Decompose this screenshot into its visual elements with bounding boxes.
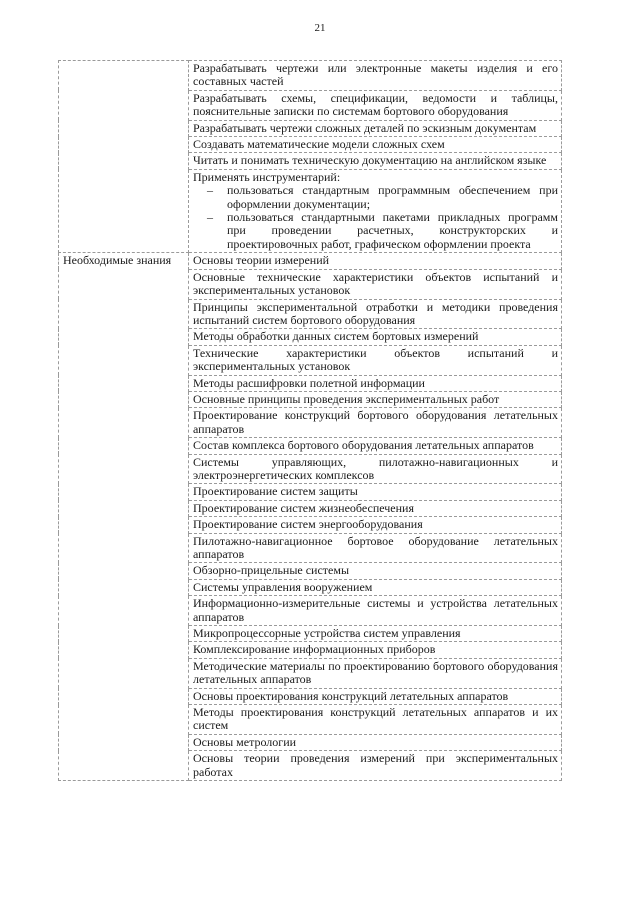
skill-row bbox=[59, 137, 562, 153]
row-label-cell bbox=[59, 734, 189, 750]
row-content-cell: Основы теории проведения измерений при экспериментальных работах bbox=[189, 751, 562, 781]
tools-row bbox=[59, 169, 562, 252]
row-content-cell: Методы проектирования конструкций летательных аппаратов и их систем bbox=[189, 705, 562, 735]
knowledge-row bbox=[59, 484, 562, 500]
row-content-cell: Комплексирование информационных приборов bbox=[189, 642, 562, 658]
row-content-cell: Основные принципы проведения экспериментальных работ bbox=[189, 391, 562, 407]
row-label-cell bbox=[59, 563, 189, 579]
skill-row bbox=[59, 120, 562, 136]
row-content-cell: Разрабатывать чертежи или электронные макеты изделия и его составных частей bbox=[189, 61, 562, 91]
row-content-cell bbox=[189, 169, 562, 252]
skill-row bbox=[59, 90, 562, 120]
row-label-cell bbox=[59, 688, 189, 704]
row-label-cell bbox=[59, 391, 189, 407]
knowledge-row bbox=[59, 751, 562, 781]
skill-row bbox=[59, 153, 562, 169]
row-content-cell: Методы обработки данных систем бортовых измерений bbox=[189, 329, 562, 345]
row-content-cell: Основы теории измерений bbox=[189, 253, 562, 269]
row-content-cell: Технические характеристики объектов испытаний и экспериментальных установок bbox=[189, 345, 562, 375]
row-label-cell bbox=[59, 533, 189, 563]
skill-row bbox=[59, 61, 562, 91]
row-content-cell: Основы метрологии bbox=[189, 734, 562, 750]
knowledge-row bbox=[59, 533, 562, 563]
row-label-cell bbox=[59, 579, 189, 595]
row-content-cell: Создавать математические модели сложных схем bbox=[189, 137, 562, 153]
row-content-cell: Микропроцессорные устройства систем управления bbox=[189, 626, 562, 642]
knowledge-row bbox=[59, 517, 562, 533]
knowledge-row bbox=[59, 596, 562, 626]
row-label-cell bbox=[59, 153, 189, 169]
row-label-cell bbox=[59, 454, 189, 484]
row-content-cell: Проектирование систем жизнеобеспечения bbox=[189, 500, 562, 516]
row-content-cell: Принципы экспериментальной отработки и методики проведения испытаний систем бортового оборудования bbox=[189, 299, 562, 329]
row-content-cell: Разрабатывать схемы, спецификации, ведомости и таблицы, пояснительные записки по системам бортового оборудования bbox=[189, 90, 562, 120]
row-label-cell bbox=[59, 751, 189, 781]
knowledge-row bbox=[59, 642, 562, 658]
requirements-table bbox=[58, 60, 562, 781]
row-label-cell bbox=[59, 299, 189, 329]
row-label-cell bbox=[59, 596, 189, 626]
knowledge-row bbox=[59, 391, 562, 407]
row-content-cell: Проектирование систем защиты bbox=[189, 484, 562, 500]
row-label-cell bbox=[59, 658, 189, 688]
knowledge-row bbox=[59, 253, 562, 269]
tools-list-item: – пользоваться стандартным программным обеспечением при оформлении документации; bbox=[207, 184, 558, 211]
row-label-cell bbox=[59, 329, 189, 345]
row-label-cell: Необходимые знания bbox=[59, 253, 189, 269]
knowledge-row bbox=[59, 563, 562, 579]
knowledge-row bbox=[59, 454, 562, 484]
row-label-cell bbox=[59, 500, 189, 516]
knowledge-row bbox=[59, 375, 562, 391]
knowledge-row bbox=[59, 734, 562, 750]
knowledge-row bbox=[59, 299, 562, 329]
row-content-cell: Состав комплекса бортового оборудования летательных аппаратов bbox=[189, 438, 562, 454]
row-content-cell: Методические материалы по проектированию бортового оборудования летательных аппаратов bbox=[189, 658, 562, 688]
knowledge-row bbox=[59, 345, 562, 375]
row-label-cell bbox=[59, 642, 189, 658]
row-content-cell: Читать и понимать техническую документацию на английском языке bbox=[189, 153, 562, 169]
row-label-cell bbox=[59, 269, 189, 299]
row-label-cell bbox=[59, 61, 189, 91]
row-content-cell: Системы управления вооружением bbox=[189, 579, 562, 595]
tools-list bbox=[193, 184, 558, 251]
knowledge-row bbox=[59, 688, 562, 704]
row-label-cell bbox=[59, 345, 189, 375]
row-label-cell bbox=[59, 375, 189, 391]
tools-intro: Применять инструментарий: bbox=[193, 169, 341, 184]
row-content-cell: Системы управляющих, пилотажно-навигационных и электроэнергетических комплексов bbox=[189, 454, 562, 484]
row-content-cell: Разрабатывать чертежи сложных деталей по эскизным документам bbox=[189, 120, 562, 136]
row-label-cell bbox=[59, 626, 189, 642]
knowledge-row bbox=[59, 500, 562, 516]
knowledge-row bbox=[59, 658, 562, 688]
knowledge-row bbox=[59, 626, 562, 642]
row-label-cell bbox=[59, 484, 189, 500]
row-content-cell: Основные технические характеристики объектов испытаний и экспериментальных установок bbox=[189, 269, 562, 299]
knowledge-row bbox=[59, 329, 562, 345]
row-content-cell: Проектирование систем энергооборудования bbox=[189, 517, 562, 533]
row-content-cell: Обзорно-прицельные системы bbox=[189, 563, 562, 579]
row-label-cell bbox=[59, 137, 189, 153]
knowledge-row bbox=[59, 408, 562, 438]
knowledge-row bbox=[59, 269, 562, 299]
knowledge-row bbox=[59, 438, 562, 454]
row-content-cell: Основы проектирования конструкций летательных аппаратов bbox=[189, 688, 562, 704]
row-content-cell: Проектирование конструкций бортового оборудования летательных аппаратов bbox=[189, 408, 562, 438]
row-label-cell bbox=[59, 169, 189, 252]
row-label-cell bbox=[59, 120, 189, 136]
page-number: 21 bbox=[314, 22, 326, 34]
row-content-cell: Методы расшифровки полетной информации bbox=[189, 375, 562, 391]
row-label-cell bbox=[59, 517, 189, 533]
row-label-cell bbox=[59, 705, 189, 735]
row-label-cell bbox=[59, 90, 189, 120]
row-label-cell bbox=[59, 408, 189, 438]
row-label-cell bbox=[59, 438, 189, 454]
row-content-cell: Информационно-измерительные системы и устройства летательных аппаратов bbox=[189, 596, 562, 626]
row-content-cell: Пилотажно-навигационное бортовое оборудование летательных аппаратов bbox=[189, 533, 562, 563]
tools-list-item: – пользоваться стандартными пакетами прикладных программ при проведении расчетных, конструкторских и проектировочных работ, графическом оформлении проекта bbox=[207, 211, 558, 251]
knowledge-row bbox=[59, 705, 562, 735]
knowledge-row bbox=[59, 579, 562, 595]
